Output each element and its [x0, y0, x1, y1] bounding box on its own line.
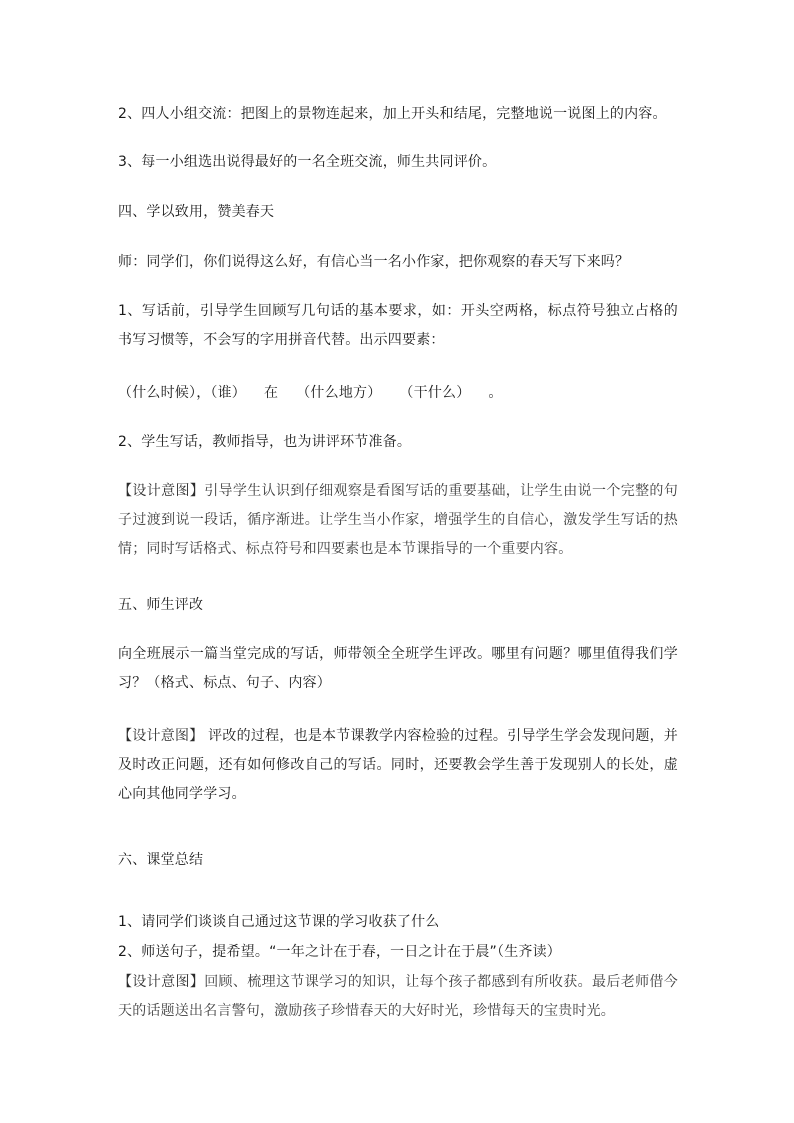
- design-intent-2: [118, 722, 678, 809]
- writing-requirements: 1、写话前，引导学生回顾写几句话的基本要求，如：开头空两格，标点符号独立占格的书写习惯等，不会写的字用拼音代替。出示四要素：: [118, 303, 678, 348]
- summary-question: 1、请同学们谈谈自己通过这节课的学习收获了什么: [118, 914, 440, 930]
- step-class-share: 3、每一小组选出说得最好的一名全班交流，师生共同评价。: [118, 154, 497, 170]
- section-5-text: 向全班展示一篇当堂完成的写话，师带领全全班学生评改。哪里有问题？哪里值得我们学习？（格式、标点、句子、内容）: [118, 646, 678, 691]
- section-5-title: 五、师生评改: [118, 597, 204, 613]
- section-6-title: 六、课堂总结: [118, 852, 204, 868]
- element-what: （干什么）: [399, 385, 471, 401]
- element-where: （什么地方）: [296, 385, 382, 401]
- element-at: 在: [264, 385, 279, 401]
- element-when: （什么时候），: [118, 385, 211, 401]
- design-intent-text: 引导学生认识到仔细观察是看图写话的重要基础，让学生由说一个完整的句子过渡到说一段话，循序渐进。让学生当小作家，增强学生的自信心，激发学生写话的热情；同时写话格式、标点符号和四要素也是本节课指导的一个重要内容。: [118, 483, 678, 557]
- design-intent-3: [118, 968, 678, 1026]
- design-intent-text: 回顾、梳理这节课学习的知识，让每个孩子都感到有所收获。最后老师借今天的话题送出名言警句，激励孩子珍惜春天的大好时光，珍惜每天的宝贵时光。: [118, 974, 678, 1019]
- four-elements: [118, 383, 678, 403]
- section-4-title: 四、学以致用，赞美春天: [118, 204, 275, 220]
- design-intent-tag: 【设计意图】: [118, 483, 205, 499]
- step-group-discussion: 2、四人小组交流：把图上的景物连起来，加上开头和结尾，完整地说一说图上的内容。: [118, 106, 667, 122]
- element-end: 。: [488, 385, 503, 401]
- writing-guidance: 2、学生写话，教师指导，也为讲评环节准备。: [118, 434, 412, 450]
- design-intent-text: 评改的过程，也是本节课教学内容检验的过程。引导学生学会发现问题，并及时改正问题，还有如何修改自己的写话。同时，还要教会学生善于发现别人的长处，虚心向其他同学学习。: [118, 728, 679, 802]
- element-who: （谁）: [210, 385, 247, 401]
- summary-quote: 2、师送句子，提希望。“一年之计在于春，一日之计在于晨”（生齐读）: [118, 944, 562, 960]
- teacher-prompt: 师：同学们，你们说得这么好，有信心当一名小作家，把你观察的春天写下来吗？: [118, 254, 630, 270]
- design-intent-tag: 【设计意图】: [118, 728, 204, 744]
- design-intent-tag: 【设计意图】: [118, 974, 205, 990]
- design-intent-1: [118, 477, 678, 564]
